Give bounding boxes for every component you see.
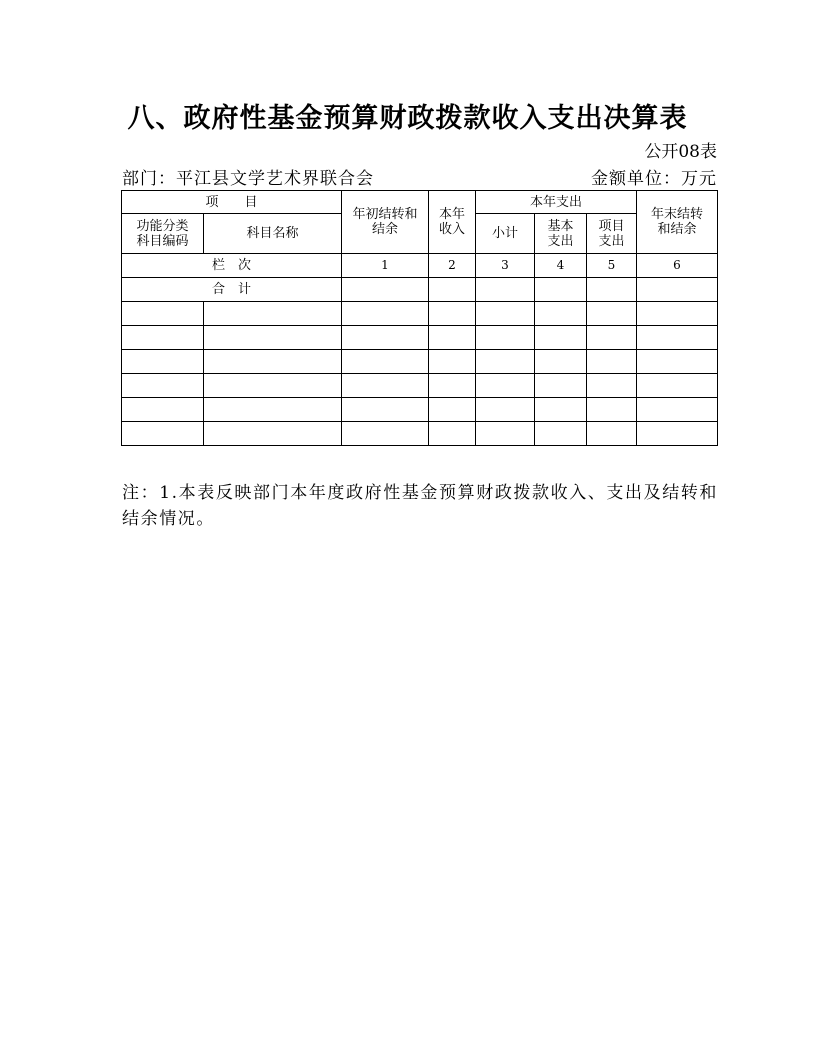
table-cell bbox=[122, 326, 204, 350]
column-number-6: 6 bbox=[637, 254, 718, 278]
table-cell bbox=[204, 374, 342, 398]
table-cell bbox=[342, 374, 429, 398]
table-row bbox=[122, 422, 718, 446]
column-number-5: 5 bbox=[587, 254, 637, 278]
header-project-expense: 项目 支出 bbox=[587, 214, 637, 254]
table-cell bbox=[535, 374, 587, 398]
header-func-code: 功能分类 科目编码 bbox=[122, 214, 204, 254]
table-row bbox=[122, 302, 718, 326]
footnote: 注：1.本表反映部门本年度政府性基金预算财政拨款收入、支出及结转和结余情况。 bbox=[122, 483, 719, 529]
header-begin-balance: 年初结转和 结余 bbox=[342, 191, 429, 254]
table-cell bbox=[637, 302, 718, 326]
table-cell bbox=[122, 302, 204, 326]
table-cell bbox=[204, 422, 342, 446]
table-cell bbox=[637, 326, 718, 350]
column-index-label: 栏 次 bbox=[122, 254, 342, 278]
table-cell bbox=[342, 422, 429, 446]
table-cell bbox=[587, 350, 637, 374]
table-cell bbox=[587, 302, 637, 326]
table-cell bbox=[637, 374, 718, 398]
table-cell bbox=[587, 278, 637, 302]
table-cell bbox=[122, 422, 204, 446]
form-number: 公开08表 bbox=[644, 142, 717, 162]
table-cell bbox=[535, 398, 587, 422]
table-cell bbox=[476, 398, 535, 422]
table-cell bbox=[429, 422, 476, 446]
amount-unit-label: 金额单位：万元 bbox=[591, 169, 717, 189]
table-cell bbox=[204, 302, 342, 326]
table-cell bbox=[476, 422, 535, 446]
table-cell bbox=[535, 302, 587, 326]
column-number-2: 2 bbox=[429, 254, 476, 278]
table-cell bbox=[429, 398, 476, 422]
table-cell bbox=[122, 398, 204, 422]
table-cell bbox=[476, 278, 535, 302]
budget-table bbox=[121, 190, 718, 446]
table-cell bbox=[535, 326, 587, 350]
table-cell bbox=[637, 350, 718, 374]
table-cell bbox=[476, 302, 535, 326]
table-cell bbox=[587, 398, 637, 422]
table-cell bbox=[204, 350, 342, 374]
table-cell bbox=[429, 326, 476, 350]
column-number-3: 3 bbox=[476, 254, 535, 278]
header-basic-expense: 基本 支出 bbox=[535, 214, 587, 254]
table-cell bbox=[535, 350, 587, 374]
table-cell bbox=[637, 422, 718, 446]
header-end-balance: 年末结转 和结余 bbox=[637, 191, 718, 254]
header-income: 本年 收入 bbox=[429, 191, 476, 254]
table-cell bbox=[587, 374, 637, 398]
table-cell bbox=[342, 326, 429, 350]
table-cell bbox=[342, 278, 429, 302]
table-cell bbox=[122, 350, 204, 374]
header-subtotal: 小计 bbox=[476, 214, 535, 254]
page-title: 八、政府性基金预算财政拨款收入支出决算表 bbox=[127, 103, 688, 134]
table-cell bbox=[587, 326, 637, 350]
table-cell bbox=[342, 302, 429, 326]
table-cell bbox=[637, 278, 718, 302]
table-cell bbox=[204, 398, 342, 422]
table-cell bbox=[204, 326, 342, 350]
table-cell bbox=[637, 398, 718, 422]
table-cell bbox=[587, 422, 637, 446]
table-row bbox=[122, 374, 718, 398]
table-cell bbox=[535, 422, 587, 446]
table-cell bbox=[476, 350, 535, 374]
header-expense: 本年支出 bbox=[476, 191, 637, 214]
table-cell bbox=[429, 278, 476, 302]
department-label: 部门：平江县文学艺术界联合会 bbox=[122, 169, 374, 189]
table-cell bbox=[429, 350, 476, 374]
total-row-label: 合 计 bbox=[122, 278, 342, 302]
table-row bbox=[122, 398, 718, 422]
table-row bbox=[122, 350, 718, 374]
table-cell bbox=[429, 374, 476, 398]
table-cell bbox=[476, 374, 535, 398]
table-cell bbox=[535, 278, 587, 302]
table-row bbox=[122, 326, 718, 350]
table-cell bbox=[342, 398, 429, 422]
header-item: 项 目 bbox=[122, 191, 342, 214]
table-cell bbox=[122, 374, 204, 398]
table-cell bbox=[342, 350, 429, 374]
header-subject-name: 科目名称 bbox=[204, 214, 342, 254]
table-cell bbox=[429, 302, 476, 326]
column-number-1: 1 bbox=[342, 254, 429, 278]
column-number-4: 4 bbox=[535, 254, 587, 278]
table-cell bbox=[476, 326, 535, 350]
